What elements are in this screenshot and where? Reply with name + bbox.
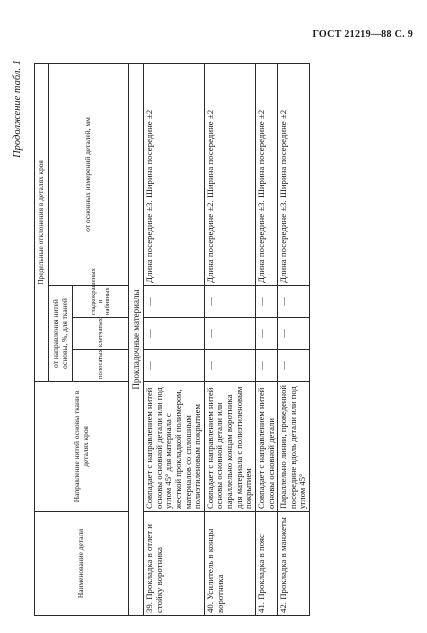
row-checked: —: [255, 318, 277, 350]
row-plain: —: [278, 286, 310, 318]
row-direction: Совпадает с направлением нитей основы основной детали или под углом 45° для материала с жесткой прокладкой полимером, материалов со сплошным полиэтиленовым покрытием: [144, 382, 205, 512]
section-title: Прокладочные материалы: [129, 63, 144, 615]
table-row: [204, 63, 255, 615]
row-measure-width: Ширина посередине ±2: [144, 109, 155, 199]
col-header-from-direction: от направления нитей основы, %, для тканей: [49, 286, 73, 382]
tolerance-table: [34, 63, 310, 616]
col-header-checked: клетчатых: [73, 318, 129, 350]
row-measurements: [204, 63, 255, 285]
row-direction: Совпадает с направлением нитей основы основной детали: [255, 382, 277, 512]
section-row: [129, 63, 144, 615]
col-header-plain: гладкокрашеных и набивных: [73, 286, 129, 318]
row-measure-length: Длина посередине ±3.: [144, 200, 155, 283]
row-measure-length: Длина посередине ±2.: [204, 200, 215, 283]
table-continuation-label: Продолжение табл. 1: [12, 60, 23, 158]
col-header-direction: Направление нитей основы ткани в деталях кроя: [35, 382, 129, 512]
row-plain: —: [255, 286, 277, 318]
row-striped: —: [255, 350, 277, 382]
row-striped: —: [144, 350, 205, 382]
row-measurements: [278, 63, 310, 285]
page-header: ГОСТ 21219—88 С. 9: [312, 29, 413, 40]
table-row: [278, 63, 310, 615]
row-measure-length: Длина посередине ±3.: [278, 200, 289, 283]
col-header-measurements: от основных измерений деталей, мм: [49, 63, 129, 285]
col-header-striped: полосатых: [73, 350, 129, 382]
col-header-deviations: Предельные отклонения в деталях кроя: [35, 63, 49, 381]
row-checked: —: [278, 318, 310, 350]
row-checked: —: [204, 318, 255, 350]
row-striped: —: [278, 350, 310, 382]
row-direction: Параллельно линии, проведенной посередине вдоль детали или под углом 45°: [278, 382, 310, 512]
row-measure-length: Длина посередине ±3.: [255, 200, 266, 283]
row-name: 42. Прокладка в манжеты: [278, 512, 310, 616]
row-measurements: [144, 63, 205, 285]
row-plain: —: [144, 286, 205, 318]
row-measure-width: Ширина посередине ±2: [278, 109, 289, 199]
row-striped: —: [204, 350, 255, 382]
row-name: 40. Усилитель в концы воротника: [204, 512, 255, 616]
row-measurements: [255, 63, 277, 285]
row-checked: —: [144, 318, 205, 350]
row-measure-width: Ширина посередине ±2: [255, 109, 266, 199]
row-name: 39. Прокладка в отлет и стойку воротника: [144, 512, 205, 616]
row-plain: —: [204, 286, 255, 318]
rotated-table-block: [8, 56, 427, 616]
table-row: [255, 63, 277, 615]
col-header-name: Наименование детали: [35, 512, 129, 616]
row-measure-width: Ширина посередине ±2: [204, 109, 215, 199]
row-direction: Совпадает с направлением нитей основы основной детали или параллельно концам воротника для материала с полиэтиленовым покрытием: [204, 382, 255, 512]
table-row: [144, 63, 205, 615]
row-name: 41. Прокладка в пояс: [255, 512, 277, 616]
